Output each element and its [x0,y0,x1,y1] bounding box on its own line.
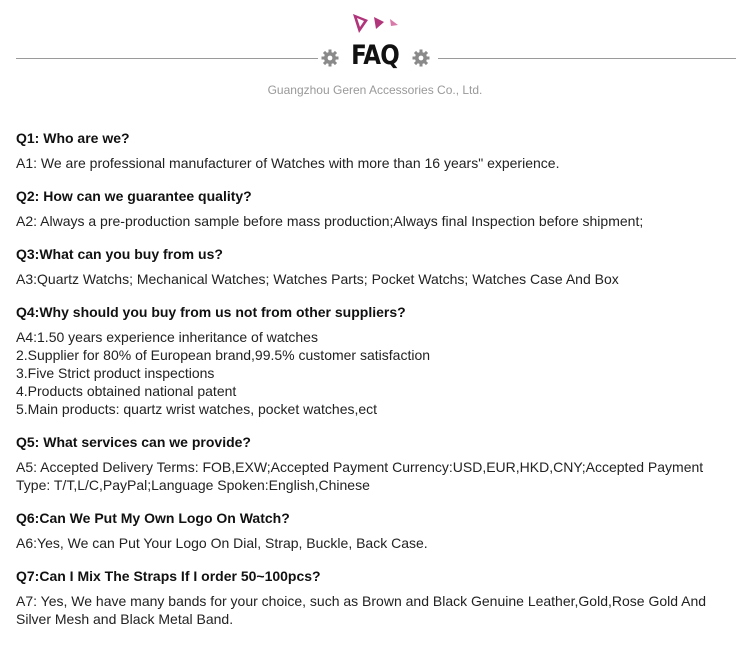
faq-answer: A3:Quartz Watchs; Mechanical Watches; Watches Parts; Pocket Watchs; Watches Case And Box [16,271,619,287]
faq-item [16,303,736,418]
faq-header [0,0,750,110]
faq-item [16,433,736,494]
divider-right [438,58,736,59]
company-subtitle: Guangzhou Geren Accessories Co., Ltd. [267,83,483,97]
faq-item [16,245,736,288]
triangle-decoration-icon [350,12,402,36]
faq-answer-line: 4.Products obtained national patent [16,383,237,399]
faq-answer-line: A4:1.50 years experience inheritance of watches [16,329,318,345]
faq-answer: A1: We are professional manufacturer of Watches with more than 16 years" experience. [16,155,560,171]
faq-question: Q6:Can We Put My Own Logo On Watch? [16,510,290,526]
faq-answer: A6:Yes, We can Put Your Logo On Dial, Strap, Buckle, Back Case. [16,535,428,551]
faq-answer: A5: Accepted Delivery Terms: FOB,EXW;Accepted Payment Currency:USD,EUR,HKD,CNY;Accepted Payment Type: T/T,L/C,PayPal;Language Spoken:English,Chinese [16,459,704,493]
divider-left [16,58,318,59]
faq-answer: A2: Always a pre-production sample before mass production;Always final Inspection before shipment; [16,213,644,229]
faq-question: Q3:What can you buy from us? [16,246,223,262]
faq-answer-line: 5.Main products: quartz wrist watches, pocket watches,ect [16,401,378,417]
gear-icon [411,48,431,68]
faq-question: Q4:Why should you buy from us not from other suppliers? [16,304,406,320]
faq-answer-line: 2.Supplier for 80% of European brand,99.5% customer satisfaction [16,347,431,363]
faq-question: Q2: How can we guarantee quality? [16,188,252,204]
faq-item [16,509,736,552]
faq-answer: A7: Yes, We have many bands for your choice, such as Brown and Black Genuine Leather,Gold,Rose Gold And Silver Mesh and Black Metal Band. [16,593,707,627]
faq-answer [16,328,736,418]
faq-item [16,567,736,628]
faq-question: Q7:Can I Mix The Straps If I order 50~100pcs? [16,568,321,584]
faq-item [16,129,736,172]
faq-question: Q1: Who are we? [16,130,130,146]
faq-item [16,187,736,230]
page-title: FAQ [351,40,399,71]
faq-question: Q5: What services can we provide? [16,434,251,450]
faq-answer-line: 3.Five Strict product inspections [16,365,215,381]
